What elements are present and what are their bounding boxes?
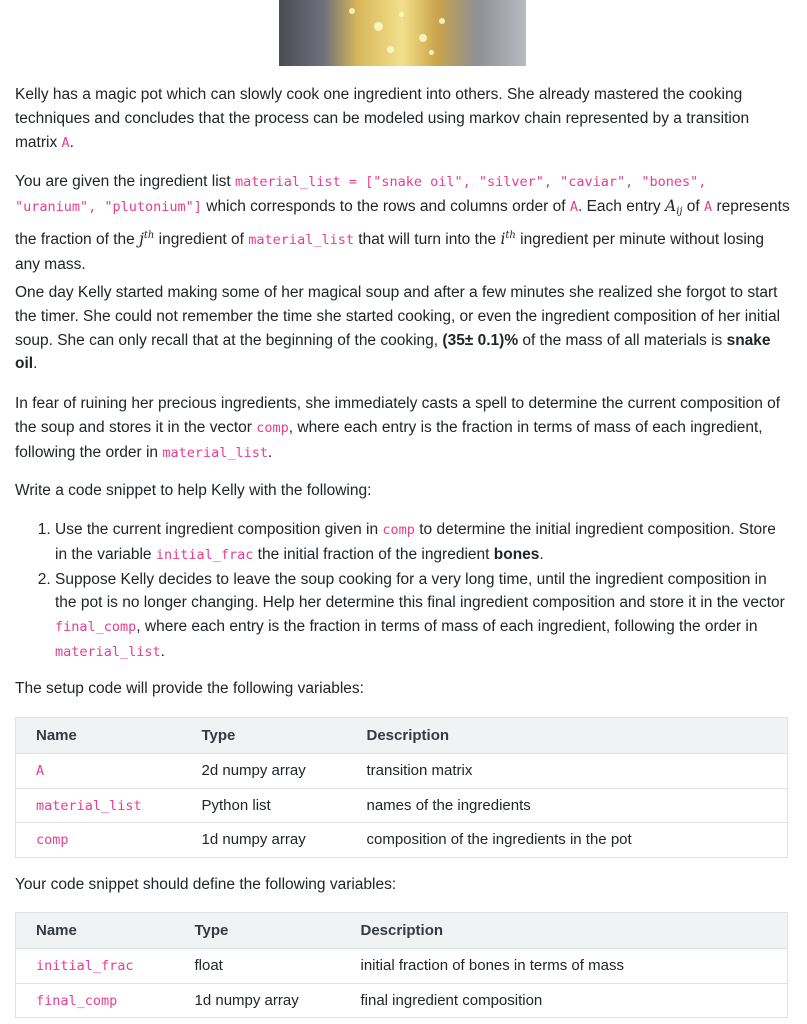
cell-name: initial_frac bbox=[16, 949, 175, 984]
cell-name: A bbox=[16, 754, 182, 789]
header-type: Type bbox=[175, 913, 341, 949]
table-row bbox=[16, 983, 788, 1018]
table-row bbox=[16, 754, 788, 789]
story-paragraph: One day Kelly started making some of her magical soup and after a few minutes she realized she forgot to start the timer. She could not remember the time she started cooking, or even the ingredient composition of her initial soup. She can only recall that at the beginning of the cooking, (35± 0.1)% of the mass of all materials is snake oil. bbox=[15, 284, 781, 373]
output-variables-table bbox=[15, 912, 788, 1018]
cell-description: names of the ingredients bbox=[347, 788, 788, 823]
task-intro: Write a code snippet to help Kelly with the following: bbox=[15, 482, 372, 499]
soup-illustration bbox=[279, 0, 526, 66]
math-aij: $A_{ij}$ bbox=[664, 196, 683, 217]
header-name: Name bbox=[16, 913, 175, 949]
setup-heading: The setup code will provide the following variables: bbox=[15, 680, 364, 697]
cell-description: transition matrix bbox=[347, 754, 788, 789]
cell-type: 1d numpy array bbox=[175, 983, 341, 1018]
task-list bbox=[15, 518, 791, 665]
cell-description: initial fraction of bones in terms of mass bbox=[341, 949, 788, 984]
list-item: 1. Use the current ingredient composition given in comp to determine the initial ingredient composition. Store in the variable initial_frac the initial fraction of the ingredient bones. bbox=[55, 518, 791, 568]
header-name: Name bbox=[16, 718, 182, 754]
cell-description: composition of the ingredients in the pot bbox=[347, 823, 788, 858]
table-row bbox=[16, 949, 788, 984]
header-type: Type bbox=[182, 718, 347, 754]
cell-name: final_comp bbox=[16, 983, 175, 1018]
table-header-row bbox=[16, 913, 788, 949]
table-row bbox=[16, 788, 788, 823]
table-header-row bbox=[16, 718, 788, 754]
intro-paragraph: Kelly has a magic pot which can slowly cook one ingredient into others. She already mastered the cooking techniques and concludes that the process can be modeled using markov chain represented by a transition matrix A. bbox=[15, 86, 750, 151]
list-item: 2. Suppose Kelly decides to leave the soup cooking for a very long time, until the ingredient composition in the pot is no longer changing. Help her determine this final ingredient composition and store it in the vector final_comp, where each entry is the fraction in terms of mass of each ingredient, following the order in material_list. bbox=[55, 568, 791, 665]
cell-name: comp bbox=[16, 823, 182, 858]
cell-type: 1d numpy array bbox=[182, 823, 347, 858]
math-jth: $j^{th}$ bbox=[139, 229, 155, 248]
table-row bbox=[16, 823, 788, 858]
output-heading: Your code snippet should define the following variables: bbox=[15, 876, 397, 893]
setup-variables-table bbox=[15, 717, 788, 858]
cell-type: 2d numpy array bbox=[182, 754, 347, 789]
cell-type: float bbox=[175, 949, 341, 984]
cell-name: material_list bbox=[16, 788, 182, 823]
math-ith: $i^{th}$ bbox=[500, 229, 516, 248]
cell-type: Python list bbox=[182, 788, 347, 823]
header-description: Description bbox=[341, 913, 788, 949]
ingredient-paragraph: You are given the ingredient list material_list = ["snake oil", "silver", "caviar", "bones", "uranium", "plutonium"] which corresponds to the rows and columns order of A. Each entry $A_{ij}$ of A represents the fraction of the $j^{th}$ ingredient of material_list that will turn into the $i^{th}$ ingredient per minute without losing any mass. bbox=[15, 173, 790, 273]
header-description: Description bbox=[347, 718, 788, 754]
spell-paragraph: In fear of ruining her precious ingredients, she immediately casts a spell to determine the current composition of the soup and stores it in the vector comp, where each entry is the fraction in terms of mass of each ingredient, following the order in material_list. bbox=[15, 395, 781, 461]
cell-description: final ingredient composition bbox=[341, 983, 788, 1018]
